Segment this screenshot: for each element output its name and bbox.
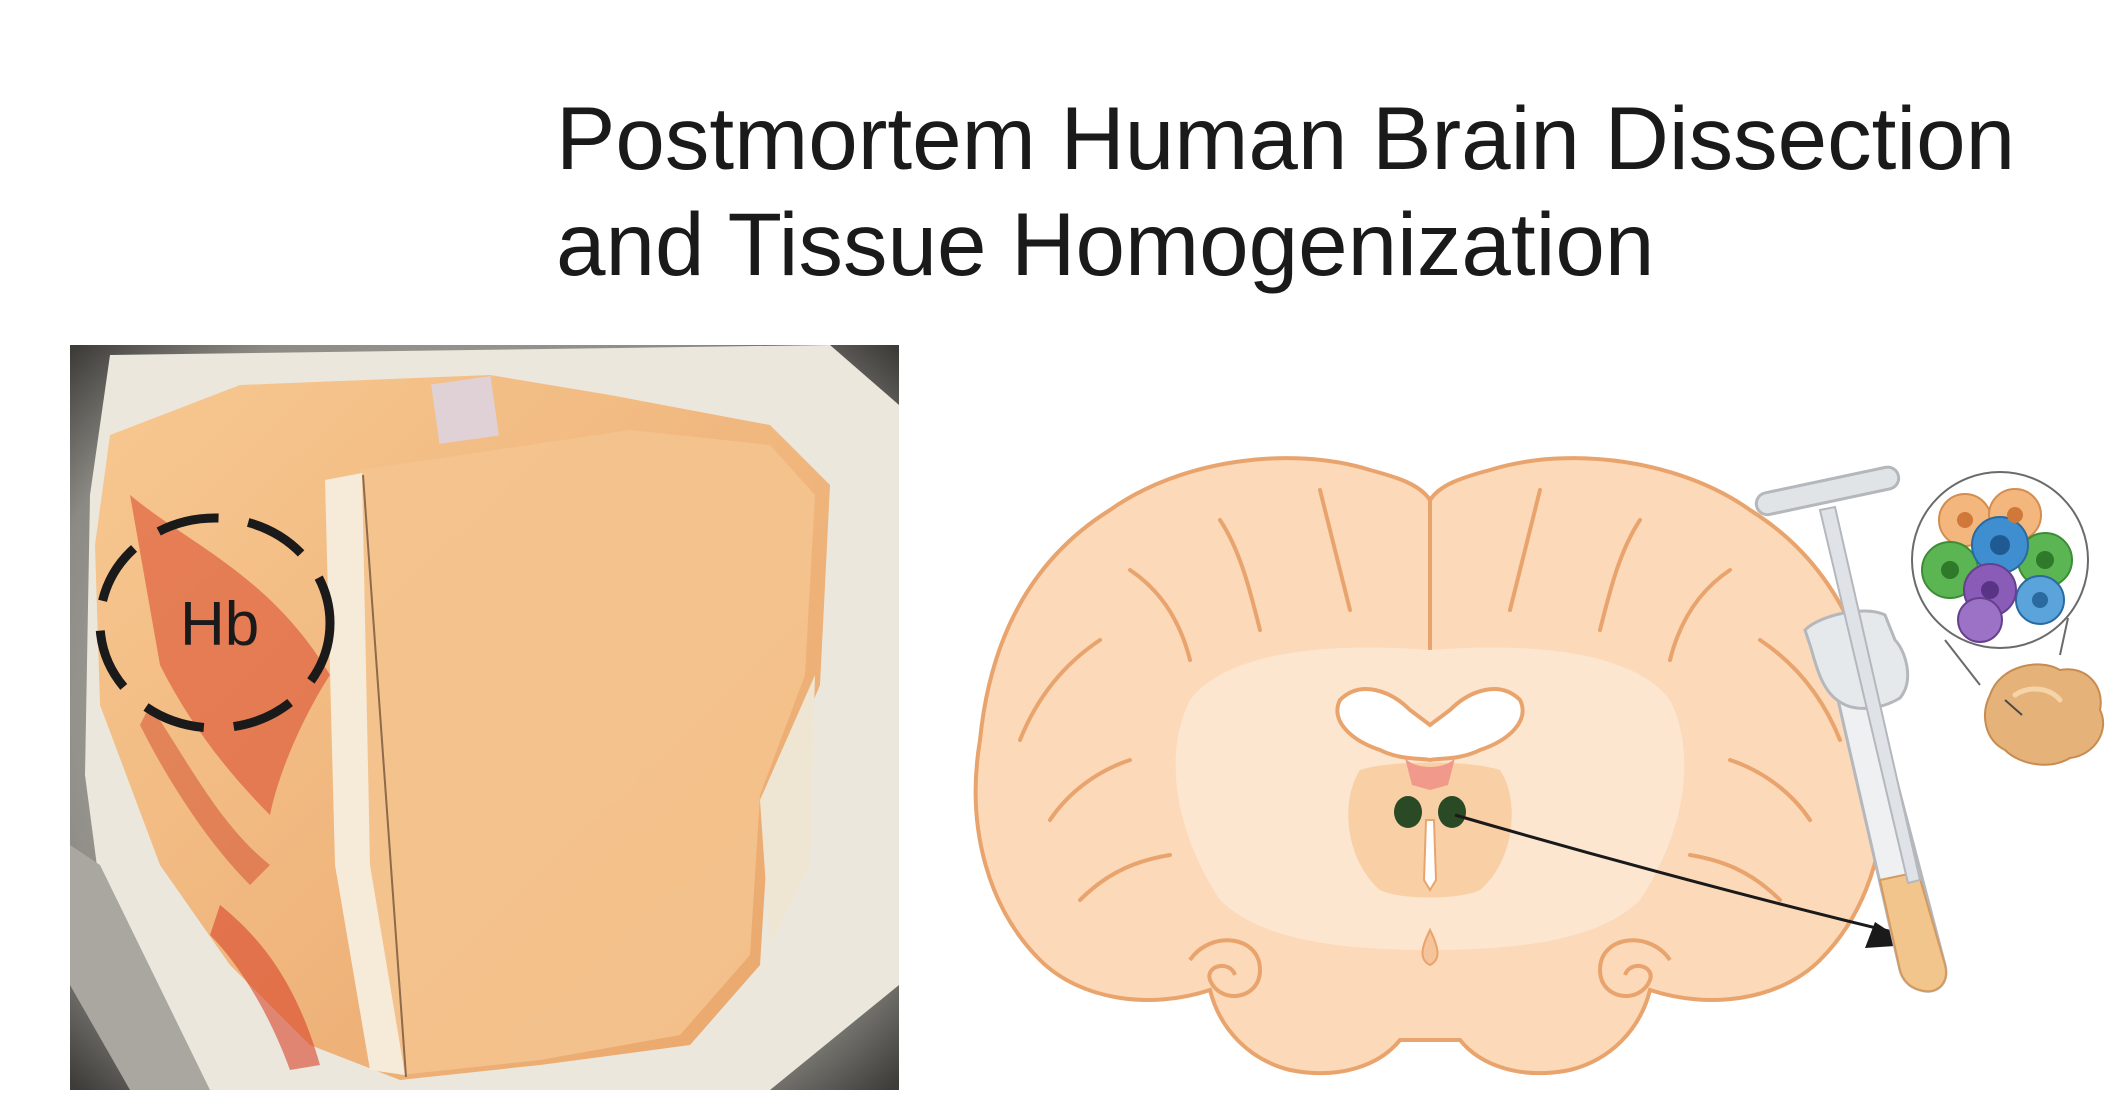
cell-cluster — [1912, 472, 2088, 685]
third-ventricle — [1424, 820, 1436, 890]
illustration — [960, 440, 2124, 1120]
title-line-2: and Tissue Homogenization — [556, 194, 1655, 294]
cell-nucleus-5 — [2007, 507, 2023, 523]
region-label-hb: Hb — [180, 590, 260, 659]
tissue-chunk — [1985, 664, 2103, 764]
cell-nucleus-2 — [1941, 561, 1959, 579]
habenula-left — [1394, 796, 1422, 828]
cell-nucleus-3 — [2036, 551, 2054, 569]
cell-nucleus-1 — [1990, 535, 2010, 555]
habenula-right — [1438, 796, 1466, 828]
dissection-photo — [70, 345, 899, 1090]
brain-coronal-section — [976, 458, 1885, 1073]
title-line-1: Postmortem Human Brain Dissection — [556, 88, 2016, 188]
sample-label — [431, 376, 499, 444]
cell-nucleus-7 — [2032, 592, 2048, 608]
page-title — [556, 85, 2056, 297]
cell-nucleus-6 — [1957, 512, 1973, 528]
cell-nucleus-4 — [1981, 581, 1999, 599]
cell-purple-2 — [1958, 598, 2002, 642]
magnification-line-1 — [1945, 640, 1980, 685]
